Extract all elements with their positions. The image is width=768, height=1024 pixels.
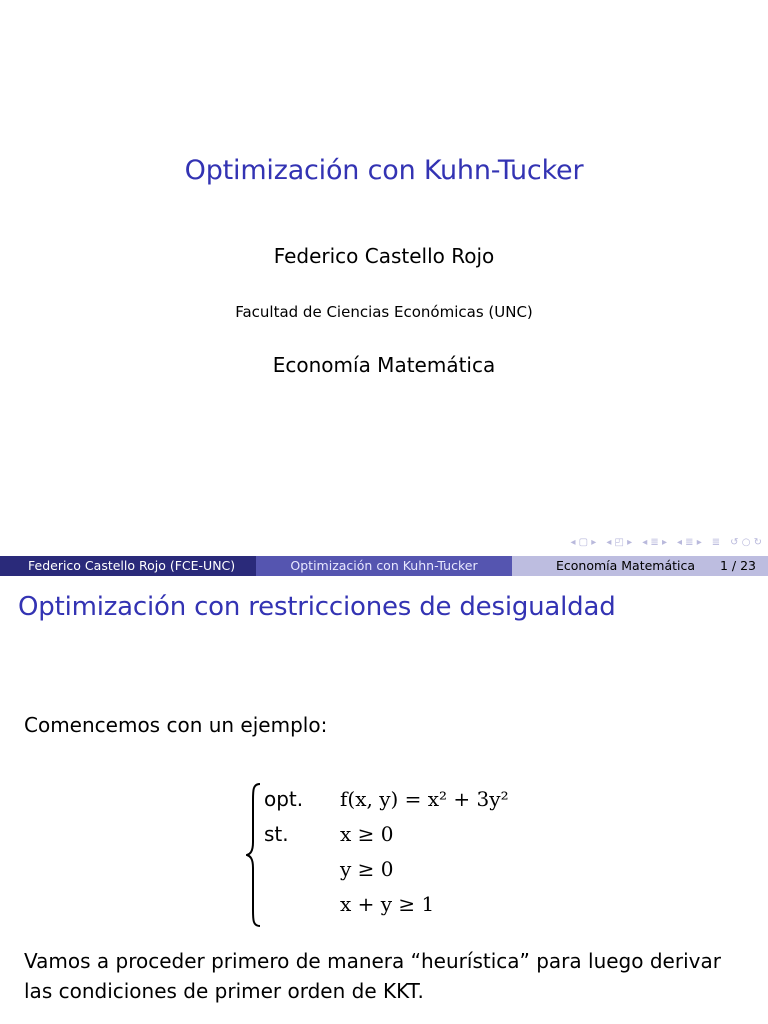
institution: Facultad de Ciencias Económicas (UNC)	[235, 303, 533, 321]
frame-title: Optimización con restricciones de desigualdad	[18, 592, 616, 622]
content-slide	[0, 576, 768, 1024]
beamer-navigation	[570, 537, 762, 551]
footline	[0, 556, 768, 576]
st-keyword: st.	[264, 822, 289, 846]
constraint-1: x ≥ 0	[340, 822, 394, 846]
constraint-row-2	[264, 852, 394, 886]
nav-section-icon[interactable]: ◂ ≣ ▸	[642, 537, 667, 548]
constraint-row-1	[264, 817, 393, 851]
footline-date	[512, 556, 768, 576]
author-name: Federico Castello Rojo	[273, 244, 495, 268]
objective-function: f(x, y) = x² + 3y²	[340, 787, 509, 811]
nav-section-next-icon[interactable]: ◂ ≣ ▸	[676, 537, 702, 548]
nav-subsection-icon[interactable]: ◂ ◰ ▸	[606, 537, 633, 548]
objective-row	[264, 782, 509, 816]
optimization-system	[246, 782, 606, 928]
constraint-2: y ≥ 0	[340, 857, 394, 881]
footline-course: Economía Matemática	[556, 558, 696, 573]
opt-keyword: opt.	[264, 787, 304, 811]
presentation-title: Optimización con Kuhn-Tucker	[184, 155, 584, 186]
intro-text: Comencemos con un ejemplo:	[24, 713, 328, 737]
nav-search-icon[interactable]: ↺ ○ ↻	[730, 537, 762, 548]
constraint-3: x + y ≥ 1	[340, 892, 435, 916]
constraint-row-3	[264, 887, 434, 921]
course-name: Economía Matemática	[272, 353, 496, 377]
page-number: 1 / 23	[719, 558, 756, 573]
nav-prev-frame-icon[interactable]: ◂ ▢ ▸	[570, 537, 597, 548]
conclusion-text: Vamos a proceder primero de manera “heurística” para luego derivar las condiciones de primer orden de KKT.	[24, 949, 721, 1003]
footline-author[interactable]: Federico Castello Rojo (FCE-UNC)	[0, 556, 256, 576]
footline-title[interactable]: Optimización con Kuhn-Tucker	[256, 556, 512, 576]
nav-toc-icon[interactable]: ≣	[711, 537, 721, 548]
left-brace-icon	[246, 782, 262, 928]
